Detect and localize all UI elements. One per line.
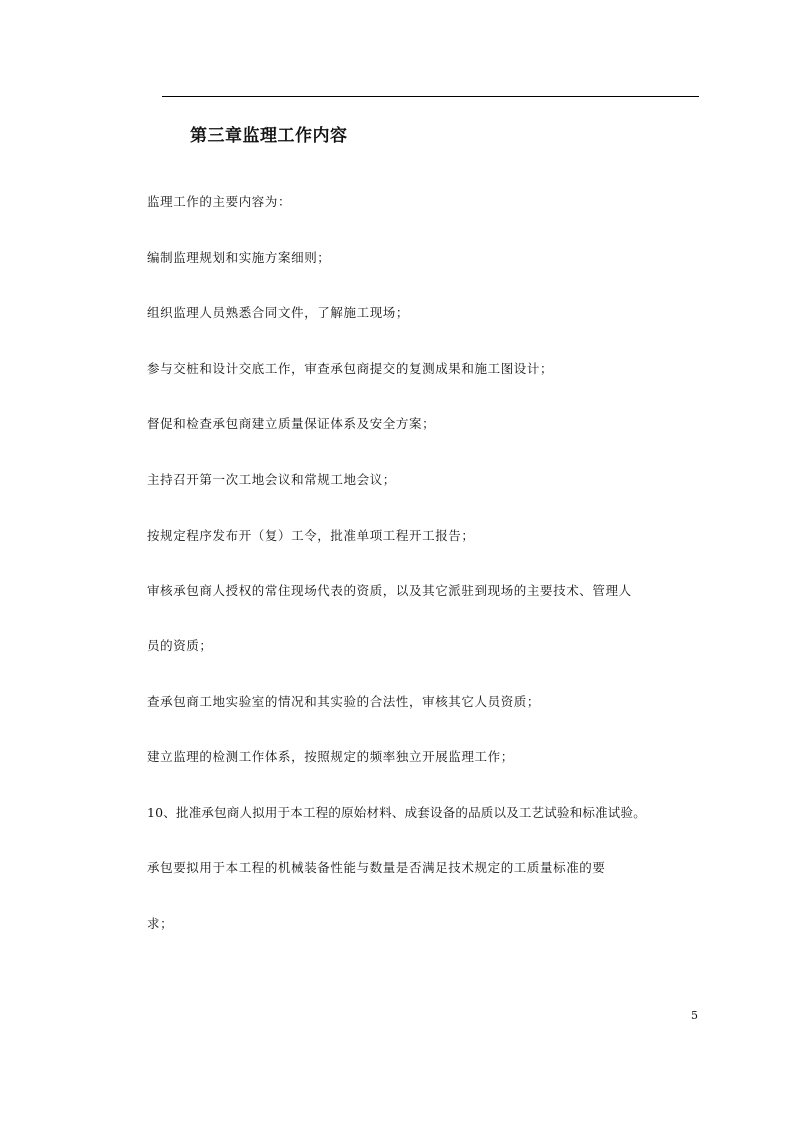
body-line: 编制监理规划和实施方案细则； [147, 250, 331, 265]
body-line: 建立监理的检测工作体系，按照规定的频率独立开展监理工作； [147, 749, 514, 764]
body-line: 参与交桩和设计交底工作，审查承包商提交的复测成果和施工图设计； [147, 361, 554, 376]
body-line: 审核承包商人授权的常住现场代表的资质，以及其它派驻到现场的主要技术、管理人 [147, 583, 632, 598]
body-line-intro: 监理工作的主要内容为： [147, 194, 292, 209]
body-line: 督促和检查承包商建立质量保证体系及安全方案； [147, 416, 436, 431]
header-rule [162, 96, 699, 97]
body-line: 按规定程序发布开（复）工令，批准单项工程开工报告； [147, 528, 475, 543]
body-line: 承包要拟用于本工程的机械装备性能与数量是否满足技术规定的工质量标准的要 [147, 860, 606, 875]
body-line: 10、批准承包商人拟用于本工程的原始材料、成套设备的品质以及工艺试验和标准试验。 [147, 805, 646, 820]
chapter-title: 第三章监理工作内容 [190, 126, 348, 146]
body-line: 员的资质； [147, 638, 213, 653]
body-line: 主持召开第一次工地会议和常规工地会议； [147, 472, 396, 487]
body-line: 查承包商工地实验室的情况和其实验的合法性，审核其它人员资质； [147, 694, 541, 709]
page-number: 5 [691, 1009, 698, 1022]
body-line: 求； [147, 916, 174, 931]
body-line: 组织监理人员熟悉合同文件，了解施工现场； [147, 305, 410, 320]
